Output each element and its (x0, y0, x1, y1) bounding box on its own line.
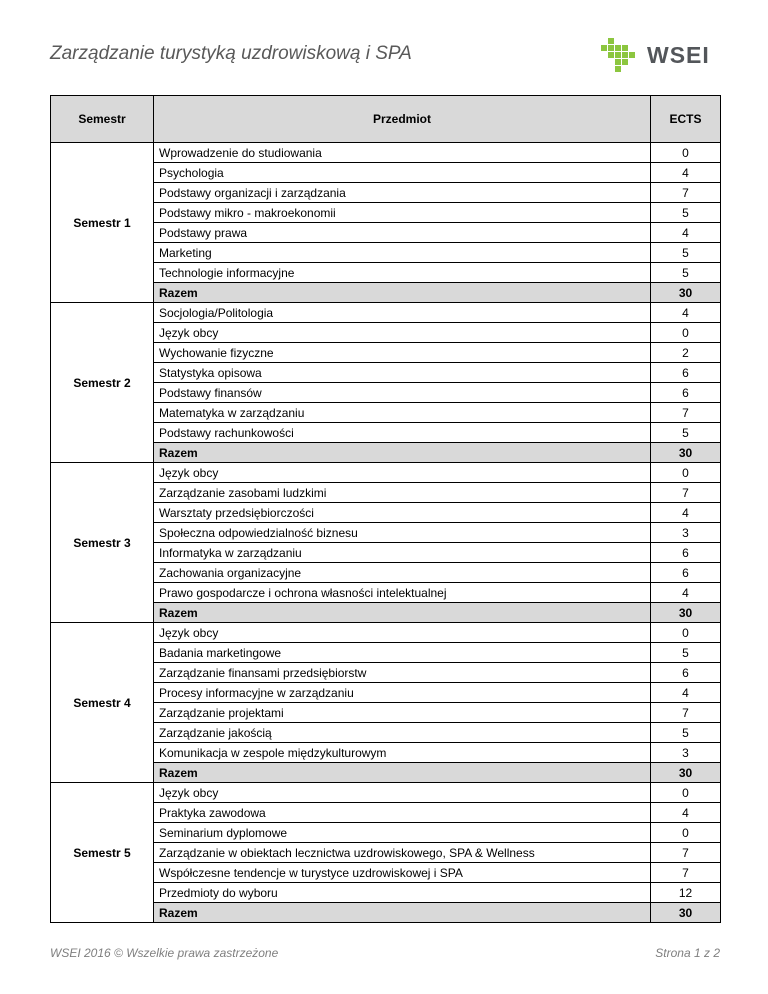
header-ects: ECTS (651, 96, 721, 143)
ects-cell: 7 (651, 703, 721, 723)
ects-cell: 6 (651, 383, 721, 403)
subject-cell: Wychowanie fizyczne (154, 343, 651, 363)
subject-cell: Język obcy (154, 783, 651, 803)
semester-label: Semestr 3 (51, 463, 154, 623)
table-header-row (51, 96, 721, 143)
subject-cell: Procesy informacyjne w zarządzaniu (154, 683, 651, 703)
ects-cell: 0 (651, 783, 721, 803)
ects-cell: 4 (651, 683, 721, 703)
ects-cell: 7 (651, 403, 721, 423)
subject-cell: Podstawy mikro - makroekonomii (154, 203, 651, 223)
document-title: Zarządzanie turystyką uzdrowiskową i SPA (50, 43, 412, 64)
ects-cell: 4 (651, 163, 721, 183)
ects-cell: 0 (651, 623, 721, 643)
subject-cell: Zarządzanie jakością (154, 723, 651, 743)
ects-cell: 6 (651, 563, 721, 583)
subject-cell: Podstawy finansów (154, 383, 651, 403)
total-ects: 30 (651, 603, 721, 623)
subject-cell: Psychologia (154, 163, 651, 183)
ects-cell: 5 (651, 203, 721, 223)
ects-cell: 6 (651, 363, 721, 383)
subject-cell: Praktyka zawodowa (154, 803, 651, 823)
subject-cell: Socjologia/Politologia (154, 303, 651, 323)
table-row (51, 303, 721, 323)
ects-cell: 5 (651, 423, 721, 443)
subject-cell: Komunikacja w zespole międzykulturowym (154, 743, 651, 763)
subject-cell: Współczesne tendencje w turystyce uzdrowiskowej i SPA (154, 863, 651, 883)
semester-label: Semestr 1 (51, 143, 154, 303)
subject-cell: Społeczna odpowiedzialność biznesu (154, 523, 651, 543)
subject-cell: Zarządzanie w obiektach lecznictwa uzdrowiskowego, SPA & Wellness (154, 843, 651, 863)
ects-cell: 6 (651, 663, 721, 683)
ects-cell: 3 (651, 743, 721, 763)
footer-copyright: WSEI 2016 © Wszelkie prawa zastrzeżone (50, 946, 279, 960)
subject-cell: Statystyka opisowa (154, 363, 651, 383)
total-ects: 30 (651, 283, 721, 303)
subject-cell: Zarządzanie projektami (154, 703, 651, 723)
semester-label: Semestr 4 (51, 623, 154, 783)
subject-cell: Zarządzanie finansami przedsiębiorstw (154, 663, 651, 683)
ects-cell: 4 (651, 303, 721, 323)
subject-cell: Informatyka w zarządzaniu (154, 543, 651, 563)
ects-cell: 7 (651, 483, 721, 503)
total-label: Razem (154, 903, 651, 923)
wsei-logo-mark-icon (601, 38, 643, 72)
footer-page-number: Strona 1 z 2 (655, 946, 720, 960)
subject-cell: Marketing (154, 243, 651, 263)
semester-label: Semestr 2 (51, 303, 154, 463)
total-label: Razem (154, 763, 651, 783)
header-semestr: Semestr (51, 96, 154, 143)
total-ects: 30 (651, 763, 721, 783)
ects-cell: 0 (651, 323, 721, 343)
ects-cell: 0 (651, 463, 721, 483)
ects-cell: 12 (651, 883, 721, 903)
subject-cell: Język obcy (154, 323, 651, 343)
subject-cell: Podstawy organizacji i zarządzania (154, 183, 651, 203)
subject-cell: Podstawy prawa (154, 223, 651, 243)
subject-cell: Język obcy (154, 463, 651, 483)
table-row (51, 783, 721, 803)
subject-cell: Seminarium dyplomowe (154, 823, 651, 843)
subject-cell: Zachowania organizacyjne (154, 563, 651, 583)
table-row (51, 463, 721, 483)
subject-cell: Prawo gospodarcze i ochrona własności intelektualnej (154, 583, 651, 603)
ects-cell: 3 (651, 523, 721, 543)
subject-cell: Język obcy (154, 623, 651, 643)
total-label: Razem (154, 443, 651, 463)
ects-cell: 6 (651, 543, 721, 563)
subject-cell: Przedmioty do wyboru (154, 883, 651, 903)
table-body (51, 143, 721, 923)
ects-cell: 5 (651, 263, 721, 283)
header-przedmiot: Przedmiot (154, 96, 651, 143)
ects-cell: 4 (651, 803, 721, 823)
ects-cell: 7 (651, 843, 721, 863)
curriculum-table (50, 95, 721, 923)
subject-cell: Zarządzanie zasobami ludzkimi (154, 483, 651, 503)
total-ects: 30 (651, 903, 721, 923)
subject-cell: Warsztaty przedsiębiorczości (154, 503, 651, 523)
ects-cell: 5 (651, 243, 721, 263)
total-ects: 30 (651, 443, 721, 463)
ects-cell: 5 (651, 643, 721, 663)
total-label: Razem (154, 603, 651, 623)
ects-cell: 4 (651, 583, 721, 603)
ects-cell: 4 (651, 223, 721, 243)
ects-cell: 7 (651, 183, 721, 203)
subject-cell: Wprowadzenie do studiowania (154, 143, 651, 163)
semester-label: Semestr 5 (51, 783, 154, 923)
table-row (51, 143, 721, 163)
ects-cell: 4 (651, 503, 721, 523)
ects-cell: 7 (651, 863, 721, 883)
total-label: Razem (154, 283, 651, 303)
wsei-logo-text: WSEI (647, 42, 710, 68)
ects-cell: 2 (651, 343, 721, 363)
subject-cell: Badania marketingowe (154, 643, 651, 663)
ects-cell: 0 (651, 823, 721, 843)
wsei-logo (601, 38, 721, 72)
subject-cell: Podstawy rachunkowości (154, 423, 651, 443)
subject-cell: Technologie informacyjne (154, 263, 651, 283)
table-row (51, 623, 721, 643)
subject-cell: Matematyka w zarządzaniu (154, 403, 651, 423)
ects-cell: 5 (651, 723, 721, 743)
ects-cell: 0 (651, 143, 721, 163)
